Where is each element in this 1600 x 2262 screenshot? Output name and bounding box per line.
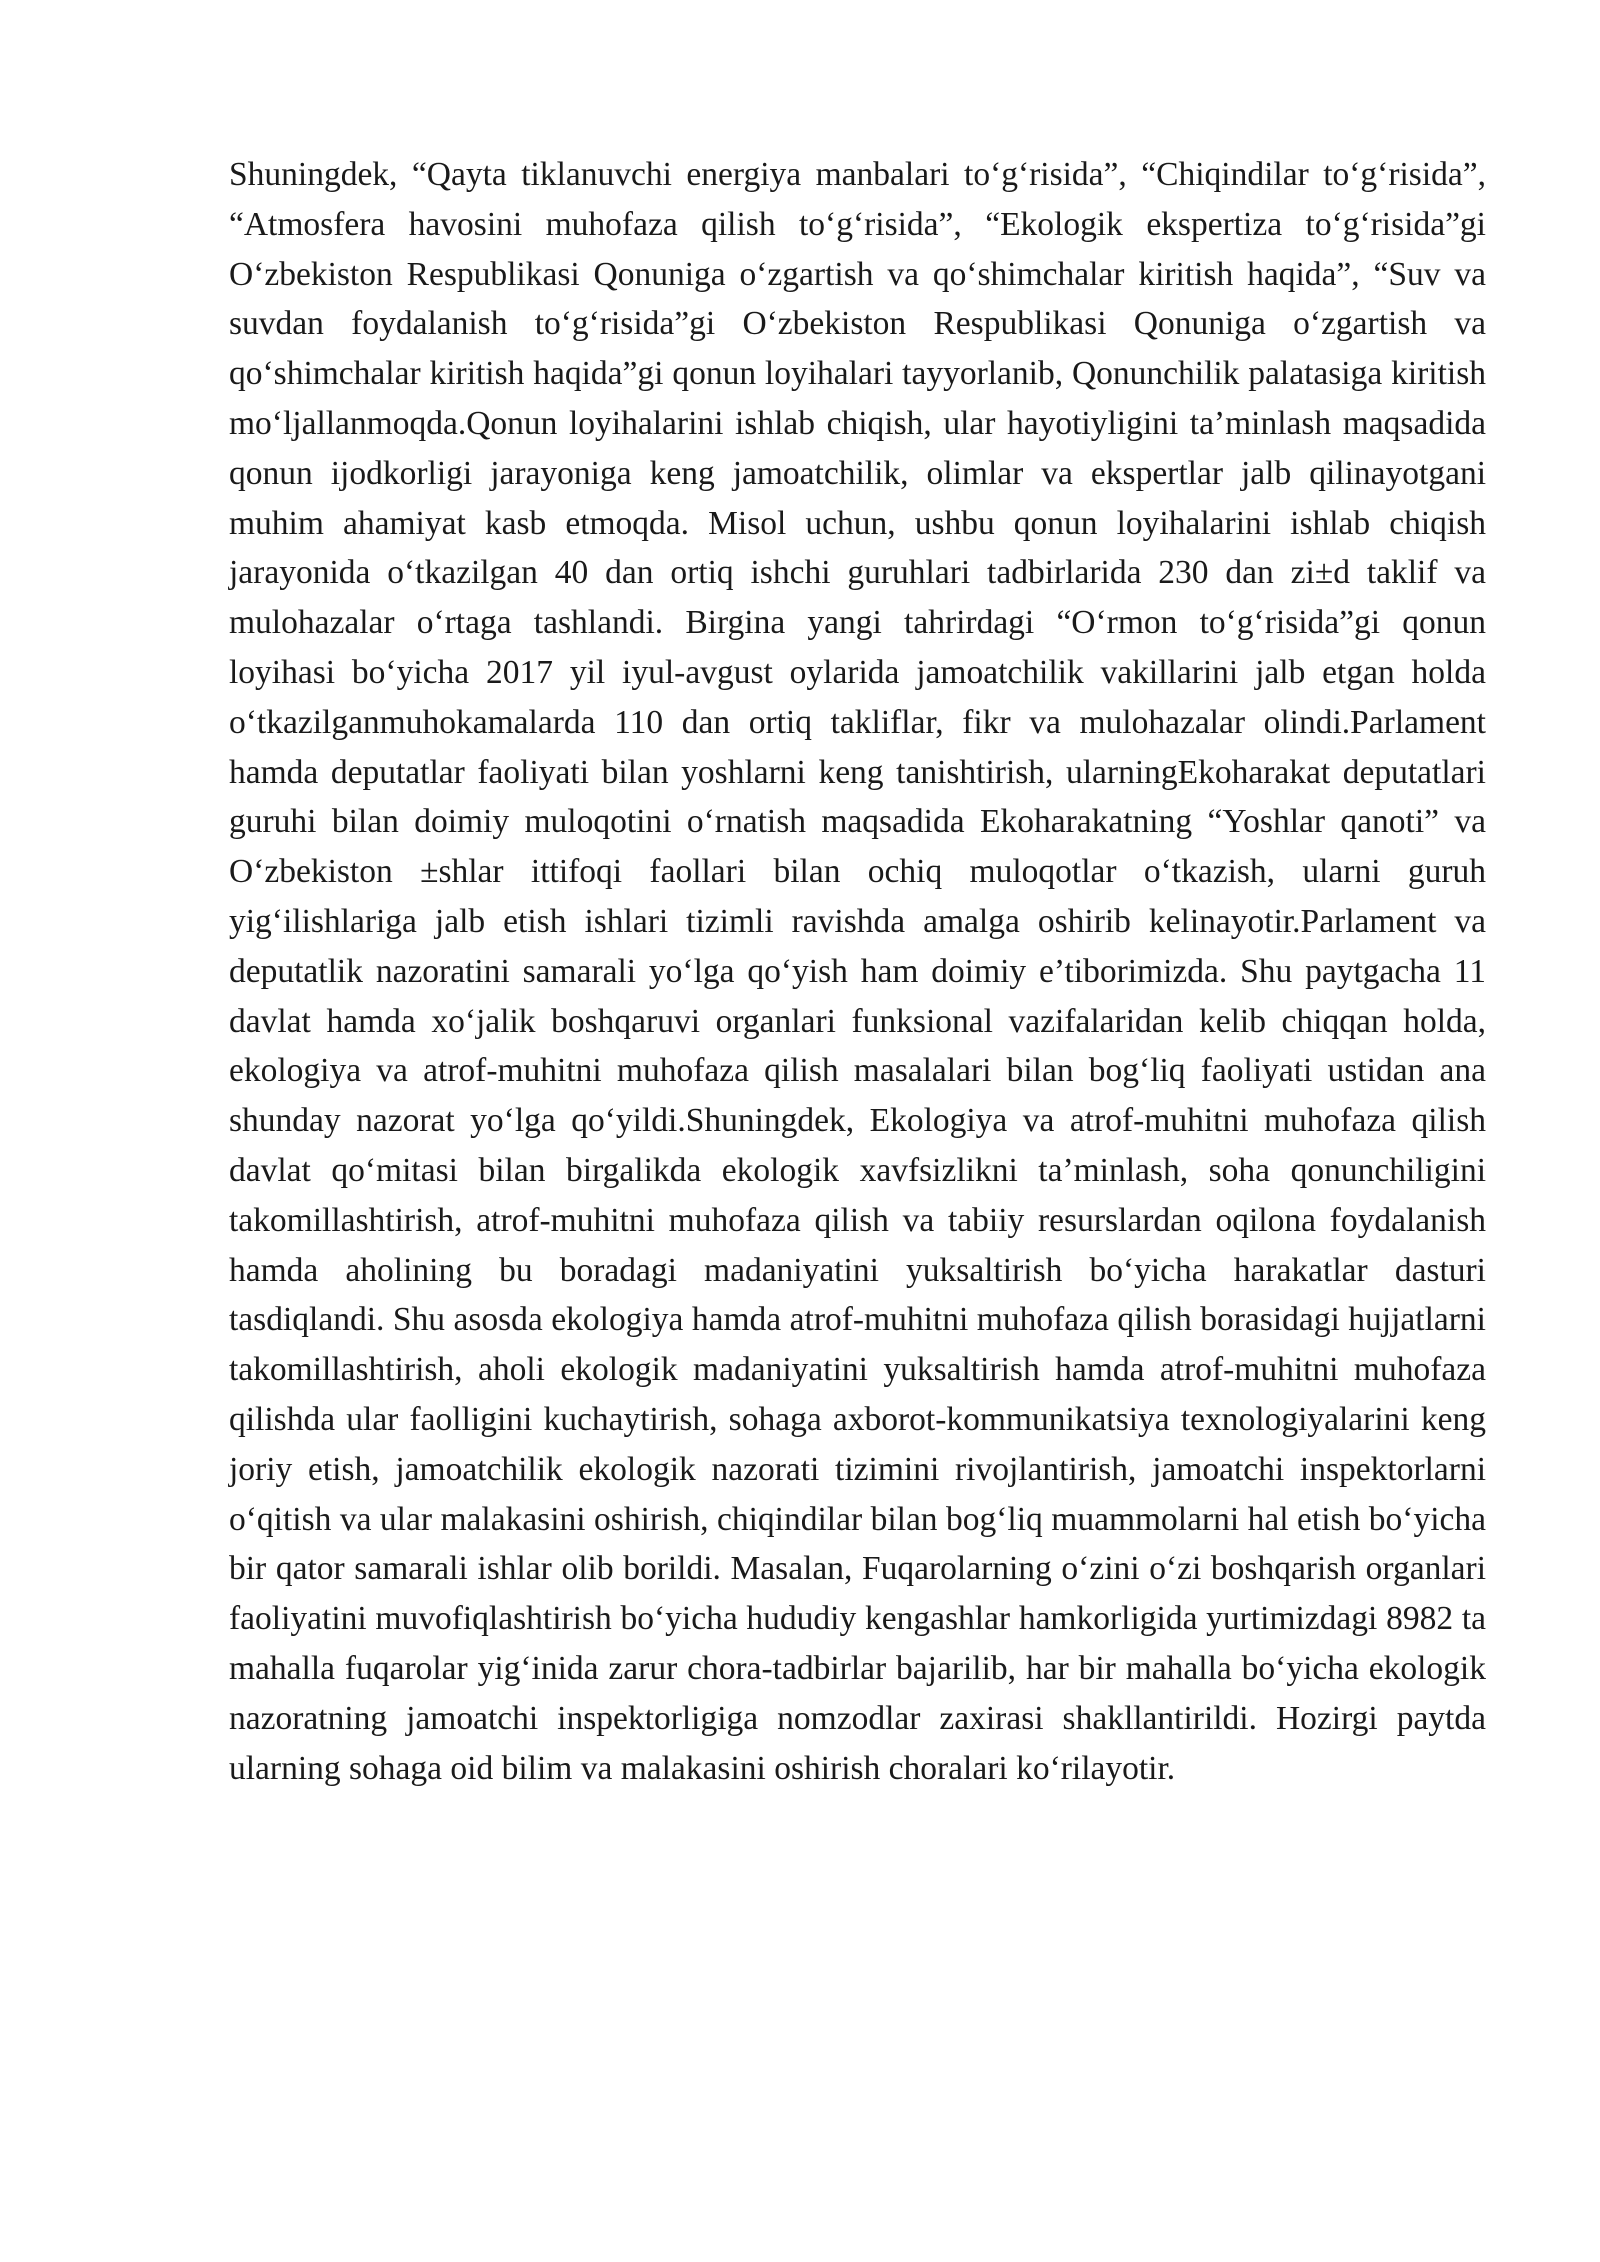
body-paragraph: Shuningdek, “Qayta tiklanuvchi energiya manbalari to‘g‘risida”, “Chiqindilar to‘g‘risida”, “Atmosfera havosini muhofaza qilish to‘g‘risida”, “Ekologik ekspertiza to‘g‘risida”gi O‘zbekiston Respublikasi Qonuniga o‘zgartish va qo‘shimchalar kiritish haqida”, “Suv va suvdan foydalanish to‘g‘risida”gi O‘zbekiston Respublikasi Qonuniga o‘zgartish va qo‘shimchalar kiritish haqida”gi qonun loyihalari tayyorlanib, Qonunchilik palatasiga kiritish mo‘ljallanmoqda.Qonun loyihalarini ishlab chiqish, ular hayotiyligini ta’minlash maqsadida qonun ijodkorligi jarayoniga keng jamoatchilik, olimlar va ekspertlar jalb qilinayotgani muhim ahamiyat kasb etmoqda. Misol uchun, ushbu qonun loyihalarini ishlab chiqish jarayonida o‘tkazilgan 40 dan ortiq ishchi guruhlari tadbirlarida 230 dan zi±d taklif va mulohazalar o‘rtaga tashlandi. Birgina yangi tahrirdagi “O‘rmon to‘g‘risida”gi qonun loyihasi bo‘yicha 2017 yil iyul-avgust oylarida jamoatchilik vakillarini jalb etgan holda o‘tkazilganmuhokamalarda 110 dan ortiq takliflar, fikr va mulohazalar olindi.Parlament hamda deputatlar faoliyati bilan yoshlarni keng tanishtirish, ularningEkoharakat deputatlari guruhi bilan doimiy muloqotini o‘rnatish maqsadida Ekoharakatning “Yoshlar qanoti” va O‘zbekiston ±shlar ittifoqi faollari bilan ochiq muloqotlar o‘tkazish, ularni guruh yig‘ilishlariga jalb etish ishlari tizimli ravishda amalga oshirib kelinayotir.Parlament va deputatlik nazoratini samarali yo‘lga qo‘yish ham doimiy e’tiborimizda. Shu paytgacha 11 davlat hamda xo‘jalik boshqaruvi organlari funksional vazifalaridan kelib chiqqan holda, ekologiya va atrof-muhitni muhofaza qilish masalalari bilan bog‘liq faoliyati ustidan ana shunday nazorat yo‘lga qo‘yildi.Shuningdek, Ekologiya va atrof-muhitni muhofaza qilish davlat qo‘mitasi bilan birgalikda ekologik xavfsizlikni ta’minlash, soha qonunchiligini takomillashtirish, atrof-muhitni muhofaza qilish va tabiiy resurslardan oqilona foydalanish hamda aholining bu boradagi madaniyatini yuksaltirish bo‘yicha harakatlar dasturi tasdiqlandi. Shu asosda ekologiya hamda atrof-muhitni muhofaza qilish borasidagi hujjatlarni takomillashtirish, aholi ekologik madaniyatini yuksaltirish hamda atrof-muhitni muhofaza qilishda ular faolligini kuchaytirish, sohaga axborot-kommunikatsiya texnologiyalarini keng joriy etish, jamoatchilik ekologik nazorati tizimini rivojlantirish, jamoatchi inspektorlarni o‘qitish va ular malakasini oshirish, chiqindilar bilan bog‘liq muammolarni hal etish bo‘yicha bir qator samarali ishlar olib borildi. Masalan, Fuqarolarning o‘zini o‘zi boshqarish organlari faoliyatini muvofiqlashtirish bo‘yicha hududiy kengashlar hamkorligida yurtimizdagi 8982 ta mahalla fuqarolar yig‘inida zarur chora-tadbirlar bajarilib, har bir mahalla bo‘yicha ekologik nazoratning jamoatchi inspektorligiga nomzodlar zaxirasi shakllantirildi. Hozirgi paytda ularning sohaga oid bilim va malakasini oshirish choralari ko‘rilayotir. [229, 156, 1486, 1787]
